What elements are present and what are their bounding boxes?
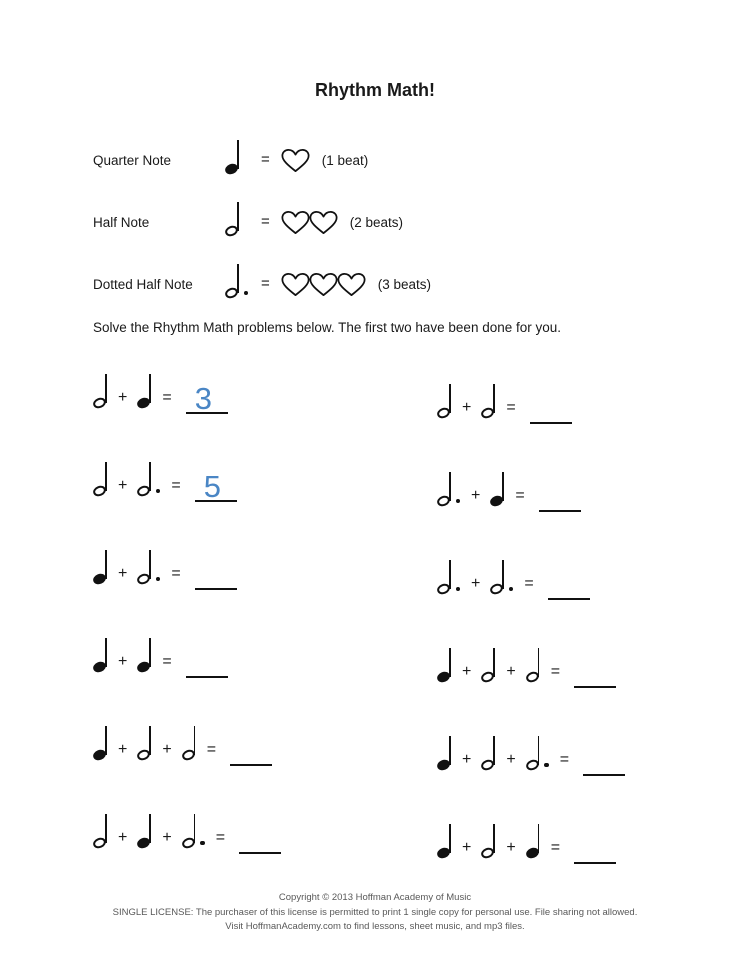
half-note-icon: [93, 372, 108, 408]
legend-note-name: Half Note: [93, 215, 150, 230]
equals-sign: =: [515, 487, 525, 504]
quarter-note-icon: [137, 812, 152, 848]
half-note-icon: [225, 200, 240, 236]
plus-sign: +: [471, 575, 481, 592]
note-stem: [149, 726, 151, 755]
dotted-half-note-icon: [490, 558, 505, 594]
quarter-note-icon: [526, 822, 541, 858]
problem-row: [437, 370, 625, 418]
augmentation-dot: [456, 587, 461, 592]
quarter-note-icon: [490, 470, 505, 506]
footer-license: SINGLE LICENSE: The purchaser of this license is permitted to print 1 single copy for personal use. File sharing not allowed.: [112, 906, 638, 918]
heart-icon: [280, 210, 311, 235]
heart-icon: [336, 272, 367, 297]
problem-row: [93, 536, 437, 584]
hearts-group: [280, 272, 364, 297]
plus-sign: +: [162, 829, 172, 846]
problem-row: [437, 810, 625, 858]
quarter-note-icon: [93, 548, 108, 584]
note-stem: [493, 736, 495, 765]
quarter-note-icon: [225, 138, 240, 174]
dotted-half-note-icon: [137, 548, 152, 584]
quarter-note-icon: [93, 636, 108, 672]
augmentation-dot: [156, 577, 161, 582]
half-note-icon: [526, 646, 541, 682]
plus-sign: +: [118, 477, 128, 494]
augmentation-dot: [509, 587, 514, 592]
equals-sign: =: [261, 151, 270, 168]
dotted-half-note-icon: [437, 470, 452, 506]
half-note-icon: [93, 460, 108, 496]
answer-blank: [195, 546, 237, 590]
equals-sign: =: [524, 575, 534, 592]
note-stem: [449, 560, 451, 589]
equals-sign: =: [550, 839, 561, 856]
problem-row: [437, 722, 625, 770]
quarter-note-icon: [437, 822, 452, 858]
half-note-icon: [481, 822, 496, 858]
beats-label: (3 beats): [377, 277, 432, 292]
legend: [93, 118, 431, 304]
quarter-note-icon: [437, 734, 452, 770]
half-note-icon: [93, 812, 108, 848]
legend-row: [93, 180, 431, 242]
plus-sign: +: [162, 741, 172, 758]
half-note-icon: [182, 724, 197, 760]
note-stem: [105, 462, 107, 491]
dotted-half-note-icon: [137, 460, 152, 496]
hearts-group: [280, 148, 308, 173]
plus-sign: +: [506, 839, 516, 856]
half-note-icon: [481, 734, 496, 770]
augmentation-dot: [244, 291, 249, 296]
footer: [0, 891, 750, 934]
answer-value: 3: [194, 381, 212, 416]
hearts-group: [280, 210, 336, 235]
note-stem: [449, 648, 451, 677]
note-stem: [237, 264, 239, 293]
legend-row: [93, 118, 431, 180]
answer-blank: [186, 634, 228, 678]
legend-note-symbol: [225, 262, 251, 298]
note-stem: [105, 638, 107, 667]
legend-row: [93, 242, 431, 304]
problem-row: [437, 634, 625, 682]
problem-row: [93, 360, 437, 416]
note-stem: [149, 550, 151, 579]
equals-sign: =: [206, 741, 217, 758]
dotted-half-note-icon: [182, 812, 197, 848]
half-note-icon: [481, 646, 496, 682]
heart-icon: [308, 210, 339, 235]
problem-row: [93, 624, 437, 672]
note-stem: [502, 472, 504, 501]
problem-row: [437, 546, 625, 594]
half-note-icon: [437, 382, 452, 418]
heart-icon: [280, 148, 311, 173]
problems-left: [93, 360, 437, 898]
answer-blank: [574, 644, 616, 688]
note-stem: [149, 462, 151, 491]
equals-sign: =: [550, 663, 561, 680]
note-stem: [105, 550, 107, 579]
plus-sign: +: [118, 741, 128, 758]
equals-sign: =: [261, 213, 270, 230]
note-stem: [502, 560, 504, 589]
problems-right: [437, 370, 625, 898]
answer-blank: [574, 820, 616, 864]
plus-sign: +: [462, 663, 472, 680]
equals-sign: =: [171, 565, 181, 582]
dotted-half-note-icon: [225, 262, 240, 298]
note-stem: [449, 736, 451, 765]
dotted-half-note-icon: [437, 558, 452, 594]
plus-sign: +: [462, 839, 472, 856]
beats-label: (2 beats): [349, 215, 404, 230]
page-title: Rhythm Math!: [315, 80, 435, 100]
beats-label: (1 beat): [321, 153, 369, 168]
note-stem: [449, 472, 451, 501]
note-stem: [237, 202, 239, 231]
answer-blank: [186, 370, 228, 414]
answer-blank: [230, 722, 272, 766]
equals-sign: =: [261, 275, 270, 292]
plus-sign: +: [471, 487, 481, 504]
problem-row: [93, 712, 437, 760]
answer-blank: [583, 732, 625, 776]
answer-blank: [539, 468, 581, 512]
plus-sign: +: [118, 829, 128, 846]
dotted-half-note-icon: [526, 734, 541, 770]
note-stem: [149, 814, 151, 843]
plus-sign: +: [506, 663, 516, 680]
legend-note-symbol: [225, 200, 251, 236]
plus-sign: +: [118, 389, 128, 406]
note-stem: [449, 824, 451, 853]
quarter-note-icon: [93, 724, 108, 760]
heart-icon: [308, 272, 339, 297]
equals-sign: =: [162, 653, 172, 670]
answer-blank: [530, 380, 572, 424]
quarter-note-icon: [437, 646, 452, 682]
heart-icon: [280, 272, 311, 297]
answer-blank: [548, 556, 590, 600]
answer-blank: [239, 810, 281, 854]
legend-note-symbol: [225, 138, 251, 174]
augmentation-dot: [156, 489, 161, 494]
note-stem: [493, 824, 495, 853]
note-stem: [105, 374, 107, 403]
problem-row: [93, 800, 437, 848]
note-stem: [449, 384, 451, 413]
note-stem: [493, 384, 495, 413]
quarter-note-icon: [137, 372, 152, 408]
problem-row: [437, 458, 625, 506]
instructions-text: Solve the Rhythm Math problems below. The first two have been done for you.: [93, 320, 562, 335]
answer-value: 5: [203, 469, 221, 504]
legend-note-name: Quarter Note: [93, 153, 172, 168]
footer-copyright: Copyright © 2013 Hoffman Academy of Music: [278, 892, 472, 904]
plus-sign: +: [462, 399, 472, 416]
legend-note-name: Dotted Half Note: [93, 277, 193, 292]
note-stem: [493, 648, 495, 677]
augmentation-dot: [456, 499, 461, 504]
footer-website: Visit HoffmanAcademy.com to find lessons, sheet music, and mp3 files.: [225, 920, 525, 932]
equals-sign: =: [162, 389, 172, 406]
plus-sign: +: [118, 653, 128, 670]
half-note-icon: [481, 382, 496, 418]
note-stem: [237, 140, 239, 169]
answer-blank: [195, 458, 237, 502]
plus-sign: +: [118, 565, 128, 582]
note-stem: [149, 638, 151, 667]
problem-row: [93, 448, 437, 504]
equals-sign: =: [215, 829, 226, 846]
note-stem: [105, 814, 107, 843]
plus-sign: +: [506, 751, 516, 768]
equals-sign: =: [506, 399, 516, 416]
note-stem: [149, 374, 151, 403]
equals-sign: =: [171, 477, 181, 494]
augmentation-dot: [544, 763, 549, 768]
problems-section: [93, 360, 625, 898]
half-note-icon: [137, 724, 152, 760]
note-stem: [105, 726, 107, 755]
equals-sign: =: [559, 751, 570, 768]
quarter-note-icon: [137, 636, 152, 672]
plus-sign: +: [462, 751, 472, 768]
augmentation-dot: [200, 841, 205, 846]
